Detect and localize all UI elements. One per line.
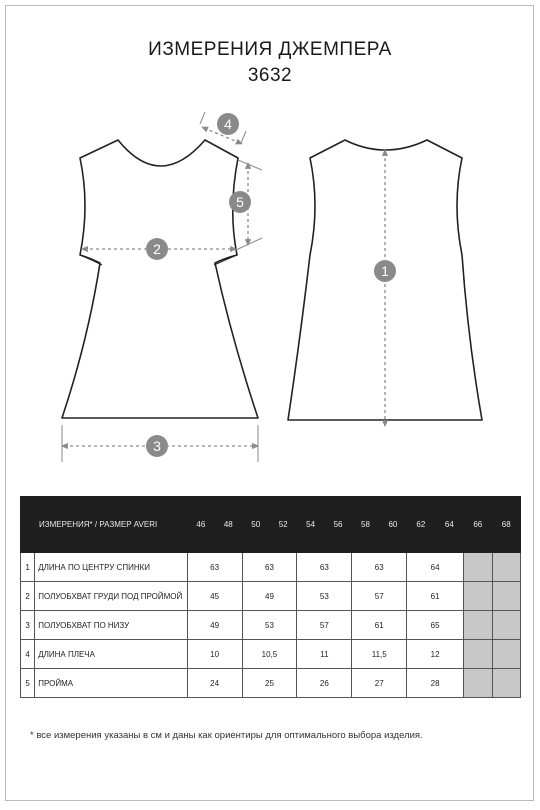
size-header: 54 xyxy=(297,497,324,553)
size-header: 58 xyxy=(352,497,379,553)
table-cell: 12 xyxy=(407,640,464,669)
front-view xyxy=(62,112,262,462)
table-cell: 57 xyxy=(297,611,352,640)
table-row xyxy=(21,553,521,582)
unavailable-cell xyxy=(492,669,520,698)
row-label: ДЛИНА ПО ЦЕНТРУ СПИНКИ xyxy=(35,553,187,582)
table-cell: 63 xyxy=(242,553,297,582)
svg-text:3: 3 xyxy=(153,438,161,454)
marker-5 xyxy=(229,191,251,213)
table-cell: 63 xyxy=(352,553,407,582)
front-outline xyxy=(62,140,258,418)
size-header: 46 xyxy=(187,497,214,553)
marker-3 xyxy=(146,435,168,457)
size-header: 68 xyxy=(492,497,520,553)
table-cell: 26 xyxy=(297,669,352,698)
marker-4 xyxy=(217,113,239,135)
table-cell: 63 xyxy=(297,553,352,582)
table-row xyxy=(21,640,521,669)
table-cell: 49 xyxy=(242,582,297,611)
row-label: ДЛИНА ПЛЕЧА xyxy=(35,640,187,669)
svg-text:2: 2 xyxy=(153,241,161,257)
unavailable-cell xyxy=(464,582,492,611)
unavailable-cell xyxy=(492,611,520,640)
size-header: 50 xyxy=(242,497,269,553)
svg-text:5: 5 xyxy=(236,194,244,210)
table-cell: 64 xyxy=(407,553,464,582)
table-cell: 10,5 xyxy=(242,640,297,669)
unavailable-cell xyxy=(492,553,520,582)
unavailable-cell xyxy=(464,669,492,698)
table-cell: 57 xyxy=(352,582,407,611)
table-row xyxy=(21,611,521,640)
table-cell: 10 xyxy=(187,640,242,669)
size-header: 66 xyxy=(464,497,492,553)
table-header-label: ИЗМЕРЕНИЯ* / РАЗМЕР AVERI xyxy=(21,497,188,553)
table-cell: 28 xyxy=(407,669,464,698)
table-cell: 11,5 xyxy=(352,640,407,669)
size-header: 52 xyxy=(269,497,296,553)
svg-text:4: 4 xyxy=(224,116,232,132)
table-cell: 61 xyxy=(407,582,464,611)
table-cell: 24 xyxy=(187,669,242,698)
row-number: 2 xyxy=(21,582,35,611)
unavailable-cell xyxy=(464,640,492,669)
unavailable-cell xyxy=(492,640,520,669)
table-cell: 65 xyxy=(407,611,464,640)
table-row xyxy=(21,669,521,698)
table-cell: 53 xyxy=(242,611,297,640)
marker-1 xyxy=(374,260,396,282)
table-cell: 61 xyxy=(352,611,407,640)
unavailable-cell xyxy=(492,582,520,611)
size-header: 64 xyxy=(435,497,463,553)
row-label: ПОЛУОБХВАТ ПО НИЗУ xyxy=(35,611,187,640)
size-header: 62 xyxy=(407,497,435,553)
svg-text:1: 1 xyxy=(381,263,389,279)
page-title: ИЗМЕРЕНИЯ ДЖЕМПЕРА xyxy=(148,39,392,60)
table-cell: 53 xyxy=(297,582,352,611)
unavailable-cell xyxy=(464,553,492,582)
row-number: 5 xyxy=(21,669,35,698)
footnote: * все измерения указаны в см и даны как ориентиры для оптимального выбора изделия. xyxy=(30,730,423,741)
unavailable-cell xyxy=(464,611,492,640)
size-table xyxy=(20,496,521,698)
table-row xyxy=(21,582,521,611)
marker-2 xyxy=(146,238,168,260)
size-header: 60 xyxy=(379,497,406,553)
row-number: 3 xyxy=(21,611,35,640)
table-cell: 63 xyxy=(187,553,242,582)
size-header: 48 xyxy=(215,497,242,553)
table-cell: 11 xyxy=(297,640,352,669)
model-number: 3632 xyxy=(247,65,293,86)
table-cell: 25 xyxy=(242,669,297,698)
table-cell: 49 xyxy=(187,611,242,640)
row-label: ПОЛУОБХВАТ ГРУДИ ПОД ПРОЙМОЙ xyxy=(35,582,187,611)
table-header-row xyxy=(21,497,521,553)
table-cell: 45 xyxy=(187,582,242,611)
size-header: 56 xyxy=(324,497,351,553)
row-number: 4 xyxy=(21,640,35,669)
row-label: ПРОЙМА xyxy=(35,669,187,698)
table-cell: 27 xyxy=(352,669,407,698)
row-number: 1 xyxy=(21,553,35,582)
